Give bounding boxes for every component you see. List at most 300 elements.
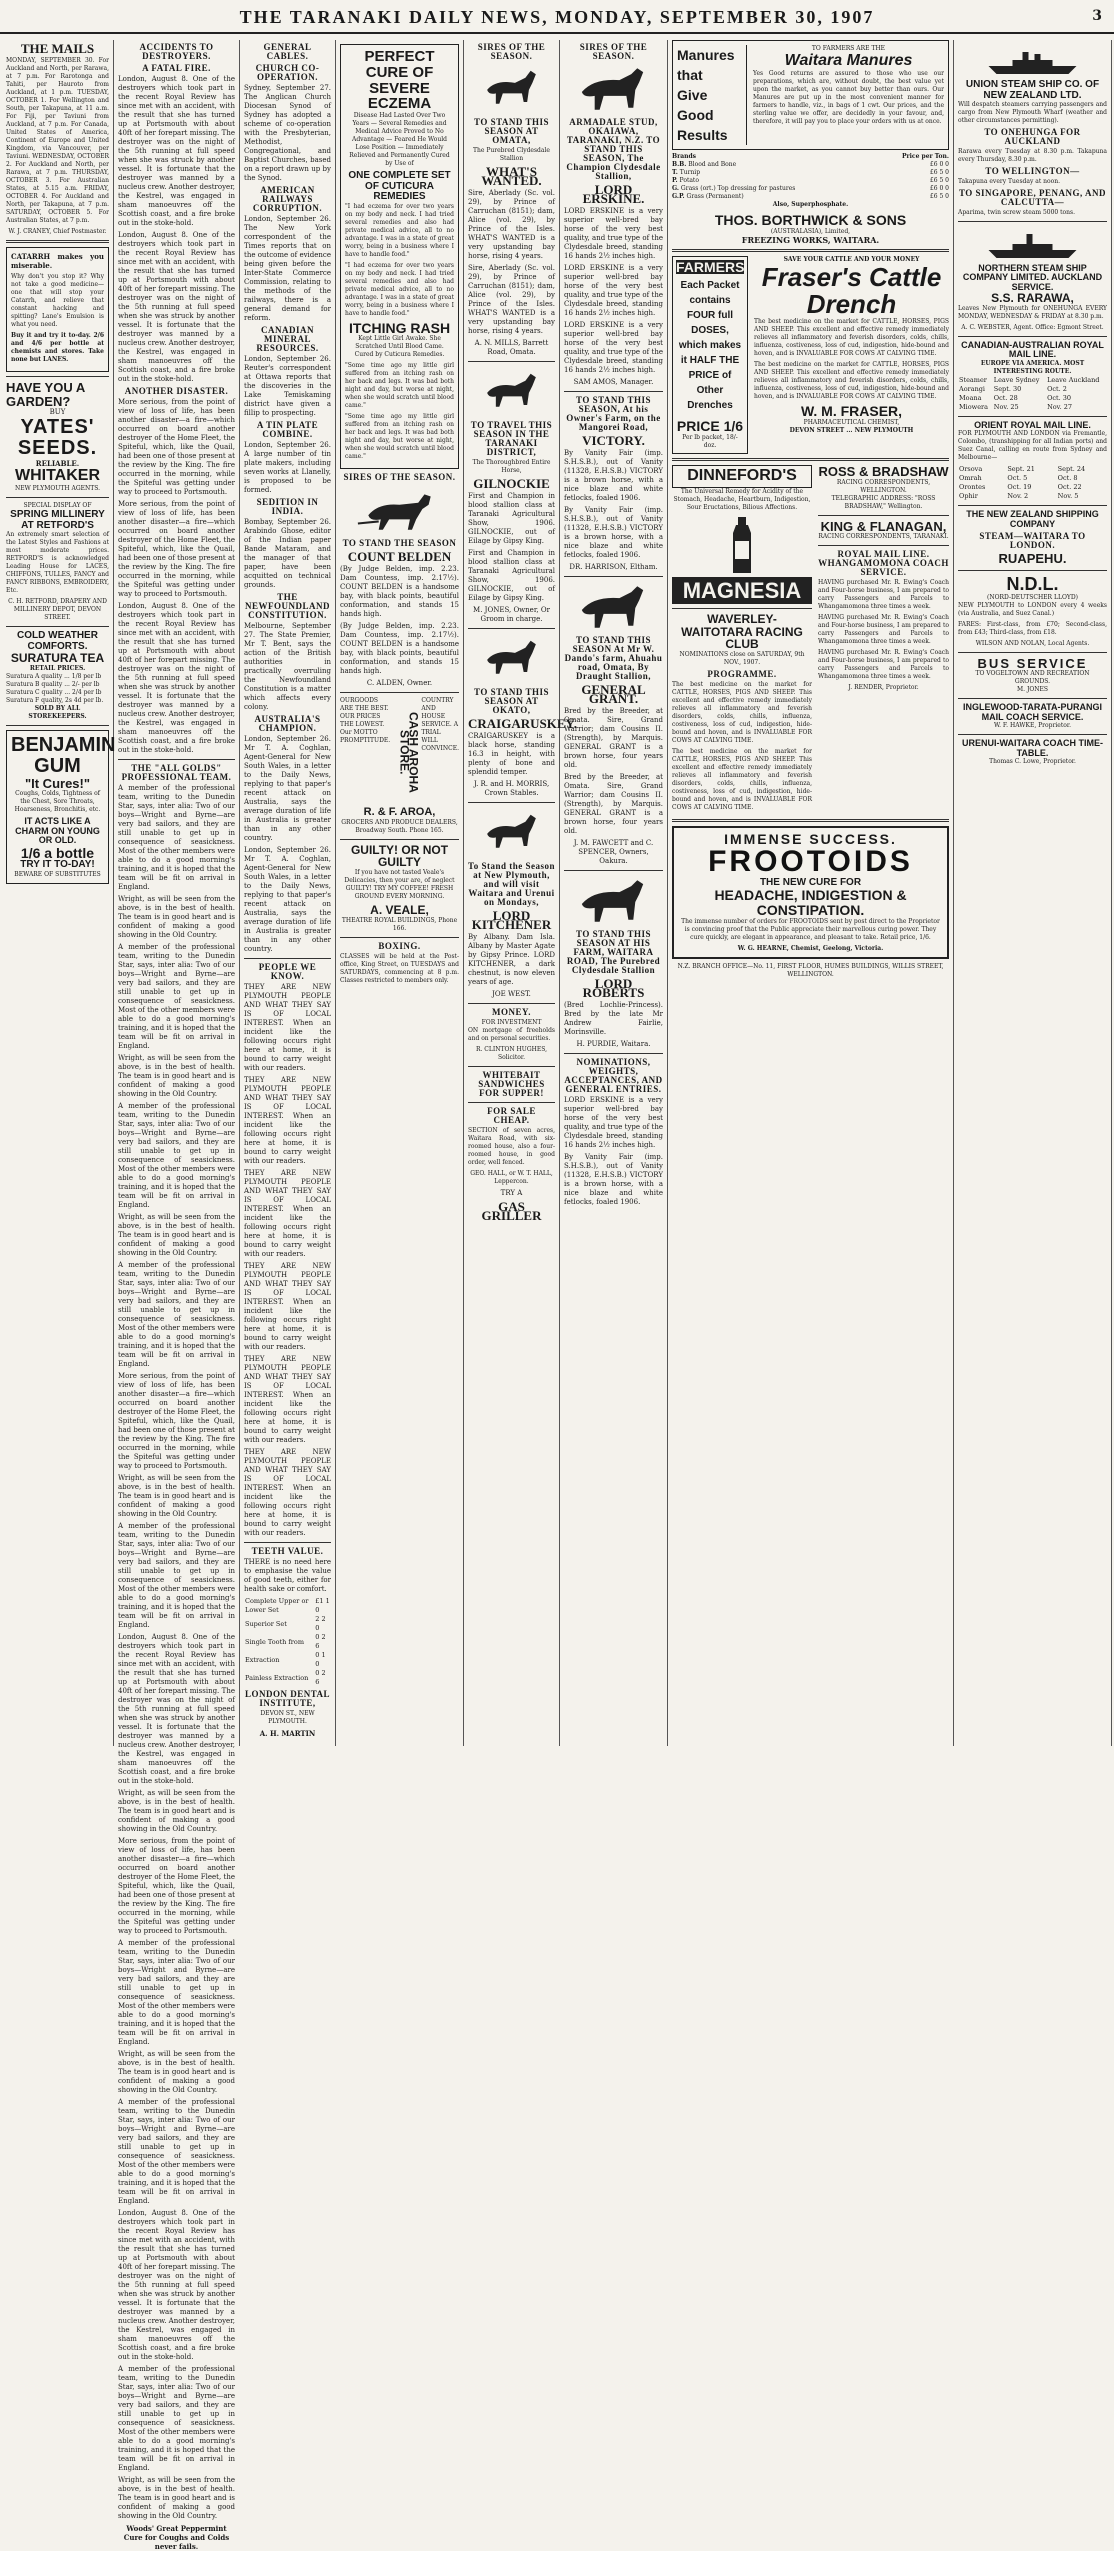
stand-heading: TO STAND THIS SEASON AT OKATO, [473,687,550,715]
article-text: Wright, as will be seen from the above, is in the best of health. The team is in good heart and is confident of making a good showing in the Old Country. [118,2476,235,2520]
ndl-text: NEW PLYMOUTH to LONDON every 4 weeks (via Australia, and Suez Canal.) [958,601,1107,617]
table-row: Moana Oct. 28 Oct. 30 [959,393,1072,402]
buy-label: BUY [49,408,66,417]
brand-row: T. Turnip £6 5 0 [672,169,949,176]
suratura-tea: SURATURA TEA [10,651,105,666]
stand-heading: ARMADALE STUD, OKAIAWA, TARANAKI, N.Z. TO STAND THIS SEASON, The Champion Clydesdale Stallion, [566,117,661,181]
aroa-name: R. & F. AROA, [363,806,436,819]
dinneford-text: The Universal Remedy for Acidity of the Stomach, Headache, Heartburn, Indigestion, Sour Eructations, Bilious Affections. [673,487,811,511]
branch-office: N.Z. BRANCH OFFICE—No. 11, FIRST FLOOR, HUMES BUILDINGS, WILLIS STREET, WELLINGTON. [677,962,944,978]
article-subheading: ANOTHER DISASTER. [124,386,229,396]
mails-heading: THE MAILS [20,41,95,56]
brand-row: P. Potato £6 5 0 [672,177,949,184]
retail-heading: RETAIL PRICES. [29,664,86,672]
hearne: W. G. HEARNE, Chemist, Geelong, Victoria. [737,944,884,952]
programme-heading: PROGRAMME. [707,668,777,679]
cash-store-title: CASH AROHA STORE. [397,711,421,793]
article-text: A member of the professional team, writing to the Dunedin Star, says, inter alia: Two of our boys—Wright and Byrne—are very bad sailors, and they are still unable to get up in consequence of seasickness. Most of the other members were able to do a good morning's training, and it is hoped that the team will be fit on arrival in England. [118,943,235,1050]
money-sub: FOR INVESTMENT [481,1019,542,1026]
itching-text: "Some time ago my little girl suffered from an itching rash on her back and legs. It was bad both night and day, but worse at night, when she would scratch until blood came." [345,413,454,461]
horse-name: CRAIGARUSKEY. [468,716,577,731]
urenui-coach: URENUI-WAITARA COACH TIME-TABLE. [962,738,1103,758]
article-subheading: CANADIAN MINERAL RESOURCES. [256,325,319,353]
money-text: ON mortgage of freeholds and on personal securities. [468,1027,555,1042]
boxing-text: CLASSES will be held at the Post-office, King Street, on TUESDAYS and SATURDAYS, commencing at 8 p.m. Classes restricted to members only. [340,952,459,984]
horse-owner: DR. HARRISON, Eltham. [569,563,658,571]
king-flanagan: KING & FLANAGAN, [820,518,947,534]
drench-text: The best medicine on the market for CATTLE, HORSES, PIGS AND SHEEP. This excellent and effective remedy immediately relieves all inflammatory and feverish disorders, colds, chills, influenza, costiveness, loss of cud, indigestion, hide-bound and hoven, and is INVALUABLE FOR COWS AT CALVING TIME. [754,361,949,401]
rarawa: S.S. RARAWA, [991,291,1074,306]
column-6 [560,40,668,1746]
bus-sub: TO VOGELTOWN AND RECREATION GROUNDS. [975,670,1090,686]
catarrh-text: Why don't you stop it? Why not take a good medicine—one that will stop your Catarrh, and relieve that constant hacking and spitting? Lane's Emulsion is what you need. [11,273,104,328]
article-text: A member of the professional team, writing to the Dunedin Star, says, inter alia: Two of our boys—Wright and Byrne—are very bad sailors, and they are still unable to get up in consequence of seasickness. Most of the other members were able to do a good morning's training, and it is hoped that the team will be fit on arrival in England. [118,2098,235,2205]
dinneford-ad [672,465,812,815]
postmaster: W. J. CRANEY, Chief Postmaster. [8,228,107,235]
horse-owner: J. R. and H. MORRIS, Crown Stables. [473,780,550,797]
horse-name: LORD ROBERTS [582,976,645,1000]
fraser-drench-title: Fraser's Cattle Drench [761,261,942,319]
horse-owner: C. ALDEN, Owner. [366,679,433,688]
horse-owner: M. JONES, Owner, Or Groom in charge. [473,606,550,623]
for-sale-text: SECTION of seven acres, Waitara Road, with six-roomed house, also a four-roomed house, in good order, well fenced. [468,1127,555,1166]
sires-heading: SIRES OF THE SEASON. [477,42,546,61]
whitebait-heading: WHITEBAIT SANDWICHES FOR SUPPER! [478,1070,545,1098]
frootoids-text: The immense number of orders for FROOTOIDS sent by post direct to the Proprietor is convincing proof that the Public appreciate their marvellous curing power. They cure quickly, are elegant in appearance, and pleasant to take. Retail price, 1/6. [681,917,940,941]
horse-owner: H. PURDIE, Waitara. [576,1040,651,1048]
retail-row: Suratura B quality ... 2/- per lb [6,680,100,688]
article-text: London, September 26. Mr T. A. Coghlan, Agent-General for New South Wales, in a letter to the Daily News, replying to that paper's recent attack on Australia, says the average duration of life in Australia is greater than in any other country. [244,846,331,953]
horse-name: COUNT BELDEN [347,549,452,565]
horse-text: (Bred Lochlie-Princess). Bred by the late Mr Andrew Fairlie, Morinsville. [564,1001,663,1036]
waverley-racing: WAVERLEY-WAITOTARA RACING CLUB [681,611,803,652]
brands-header: Brands Price per Ton. [672,153,949,160]
article-text: A member of the professional team, writing to the Dunedin Star, says, inter alia: Two of our boys—Wright and Byrne—are very bad sailors, and they are still unable to get up in consequence of seasickness. Most of the other members were able to do a good morning's training, and it is hoped that the team will be fit on arrival in England. [118,1522,235,1629]
article-subheading: SEDITION IN INDIA. [256,497,319,516]
ross-bradshaw: ROSS & BRADSHAW [818,464,949,480]
article-text: More serious, from the point of view of loss of life, has been another disaster—a fire—which occurred on board another destroyer of the Home Fleet, the Spiteful, which, like the Quail, had been one of those present at the review by the King. The fire occurred in the morning, while the Spiteful was getting under way to proceed to Portsmouth. [118,1372,235,1470]
stand-heading: TO STAND THIS SEASON AT OMATA, [473,117,550,145]
rarawa-text: Leaves New Plymouth for ONEHUNGA EVERY MONDAY, WEDNESDAY & FRIDAY at 8.30 p.m. [958,304,1107,320]
programme-text: The best medicine on the market for CATTLE, HORSES, PIGS AND SHEEP. This excellent and effective remedy immediately relieves all inflammatory and feverish disorders, colds, chills, influenza, costiveness, loss of cud, indigestion, hide-bound and hoven, and is INVALUABLE FOR COWS AT CALVING TIME. [672,747,812,811]
manures-word: that [677,67,703,83]
drench-right [754,256,949,454]
article-text: London, August 8. One of the destroyers which took part in the recent Royal Review has since met with an accident, with the result that she has turned up at Portsmouth with about 40ft of her forepart missing. The destroyer was on the night of the 5th running at full speed when she was struck by another vessel. It is fortunate that the destroyer was manned by a nucleus crew. Another destroyer, the Kestrel, was engaged in sham manoeuvres off the Scottish coast, and a fire broke out in the stoke-hold. [118,602,235,754]
stand-sub: The Purebred Clydesdale Stallion [473,147,550,162]
brand-row: G.P. Grass (Permanent) £6 5 0 [672,193,949,200]
farmers-label: FARMERS [676,258,745,275]
drench-text: The best medicine on the market for CATTLE, HORSES, PIGS AND SHEEP. This excellent and effective remedy immediately relieves all inflammatory and feverish disorders, colds, chills, influenza, costiveness, loss of cud, indigestion, hide-bound and hoven, and is INVALUABLE FOR COWS AT CALVING TIME. [754,318,949,358]
gas-griller: GAS GRILLER [481,1199,542,1223]
eczema-text: "I had eczema for over two years on my body and neck. I had tried several remedies and also had private medical advice, all to no advantage. I was in a state of great worry, being in a business where I have to handle food." [345,202,454,258]
retail-row: Suratura F quality, 2s 4d per lb. [6,696,104,704]
cuticura-ad [340,44,459,469]
horse-text: Sire, Aberlady (Sc. vol. 29), by Prince of Carruchan (8151); dam, Alice (vol. 29), by Prince of the Isles. WHAT'S WANTED is a very upstanding bay horse, rising 4 years. [468,264,555,335]
magnesia: MAGNESIA [672,577,812,604]
orient-line: ORIENT ROYAL MAIL LINE. [974,419,1091,430]
for-sale-sign: GEO. HALL, or W. T. HALL, Leppercon. [470,1170,553,1185]
ruapehu: RUAPEHU. [998,551,1067,567]
horse-text: Bred by the Breeder, at Omata. Sire, Grand Warrior; dam Cousins II. (Strength), by Marquis. GENERAL GRANT is a brown horse, four years old. [564,773,663,835]
reliable: RELIABLE. [35,459,80,469]
waitara-manures: Waitara Manures [784,52,913,69]
column-3 [240,40,336,1746]
route-text: Takapuna every Tuesday at noon. [958,178,1061,185]
trotting-horse-icon [340,484,459,536]
horse-text: CRAIGARUSKEY is a black horse, standing 16.3 in height, with plenty of bone and splendid temper. [468,732,555,776]
immense-success: IMMENSE SUCCESS. [724,830,897,847]
stand-heading: TO STAND THIS SEASON AT HIS FARM, WAITARA ROAD, The Purebred Clydesdale Stallion [566,929,661,975]
steamship-icon [958,226,1107,262]
table-row: Orsova Sept. 21 Sept. 24 [959,465,1086,474]
horse-text: Sire, Aberlady (Sc. vol. 29), by Prince of Carruchan (8151); dam, Alice (vol. 29), by Prince of the Isles. WHAT'S WANTED is a very upstanding bay horse, rising 4 years. [468,189,555,260]
freezing-works: FREEZING WORKS, WAITARA. [741,234,880,245]
horse-owner: A. N. MILLS, Barrett Road, Omata. [474,339,549,356]
canadian-line: CANADIAN-AUSTRALIAN ROYAL MAIL LINE. [961,339,1104,360]
article-text: Wright, as will be seen from the above, is in the best of health. The team is in good heart and is confident of making a good showing in the Old Country. [118,1789,235,1833]
brand-row: B.B. Blood and Bone £6 0 0 [672,161,949,168]
for-sale-heading: FOR SALE CHEAP. [487,1106,536,1125]
masthead [0,0,1114,34]
each-packet: Each Packet contains FOUR full DOSES, which makes it HALF THE PRICE of Other Drenches [678,280,742,412]
retail-row: Suratura C quality ... 2/4 per lb [6,688,102,696]
retail-row: Suratura A quality ... 1/8 per lb [6,672,102,680]
stand-heading: TO STAND THIS SEASON, At his Owner's Farm, on the Mangorei Road, [566,395,661,432]
medicine-bottle-icon [727,515,757,575]
teeth-price-table [244,1597,331,1687]
programme-text: The best medicine on the market for CATTLE, HORSES, PIGS AND SHEEP. This excellent and effective remedy immediately relieves all inflammatory and feverish disorders, colds, chills, influenza, costiveness, loss of cud, indigestion, hide-bound and hoven, and is INVALUABLE FOR COWS AT CALVING TIME. [672,680,812,744]
waitara-text: Yes Good returns are assured to those who use our preparations, which are, without doubt, the best value yet upon the market, as you cannot buy better than ours. Our Manures are put up in the most convenient manner for farmers to handle, viz., in bags of 1 cwt. Our prices, and the sterling value we offer, are decidedly in your favour, and, therefore, it will pay you to place your orders with us at once. [753,69,944,125]
horse-text: By Vanity Fair (imp. S.H.S.B.), out of Vanity (11328, E.H.S.B.) VICTORY is a brown horse, with a nice blaze and white fetlocks, foaled 1906. [564,1153,663,1206]
table-row: Omrah Oct. 5 Oct. 8 [959,474,1078,483]
itching-sub: Kept Little Girl Awake. She Scratched Until Blood Came. Cured by Cuticura Remedies. [354,335,445,359]
column-8 [954,40,1112,1746]
sires-heading: SIRES OF THE SEASON. [579,42,648,61]
stand-sub: The Thoroughbred Entire Horse, [472,459,551,474]
route-text: Aparima, twin screw steam 5000 tons. [958,209,1076,216]
eczema-subhead: Disease Had Lasted Over Two Years — Several Remedies and Medical Advice Proved to No Advantage — Feared He Would Lose Position — Immediately Relieved and Permanently Cured by Use of [349,112,450,167]
article-text: A member of the professional team, writing to the Dunedin Star, says, inter alia: Two of our boys—Wright and Byrne—are very bad sailors, and they are still unable to get up in consequence of seasickness. Most of the other members were able to do a good morning's training, and it is hoped that the team will be fit on arrival in England. [118,1261,235,1368]
column-1 [2,40,114,1746]
manures-word: Results [677,127,728,143]
article-text: London, August 8. One of the destroyers which took part in the recent Royal Review has since met with an accident, with the result that she has turned up at Portsmouth with about 40ft of her forepart missing. The destroyer was on the night of the 5th running at full speed when she was struck by another vessel. It is fortunate that the destroyer was manned by a nucleus crew. Another destroyer, the Kestrel, was engaged in sham manoeuvres off the Scottish coast, and a fire broke out in the stoke-hold. [118,231,235,383]
article-text: THEY ARE NEW PLYMOUTH PEOPLE AND WHAT THEY SAY IS OF LOCAL INTEREST. When an incident like the following occurs right here at home, it is bound to carry weight with our readers. [244,1262,331,1351]
acts-like-charm: IT ACTS LIKE A CHARM ON YOUNG OR OLD. [15,816,100,846]
horse-name: LORD KITCHENER [471,908,552,932]
horse-text: LORD ERSKINE is a very superior well-bred bay horse of the very best quality, and true type of the Clydesdale breed, standing 16 hands 2½ inches high. [564,264,663,317]
article-heading: ACCIDENTS TO DESTROYERS. [139,42,214,61]
sold-by: SOLD BY ALL STOREKEEPERS. [28,704,87,720]
article-text: Wright, as will be seen from the above, is in the best of health. The team is in good heart and is confident of making a good showing in the Old Country. [118,1213,235,1257]
devon-np: DEVON STREET ... NEW PLYMOUTH [789,426,914,434]
table-row: Extraction 0 1 0 [245,1651,326,1668]
article-subheading: A TIN PLATE COMBINE. [256,420,319,439]
article-text: THEY ARE NEW PLYMOUTH PEOPLE AND WHAT THEY SAY IS OF LOCAL INTEREST. When an incident like the following occurs right here at home, it is bound to carry weight with our readers. [244,1169,331,1258]
teeth-text: THERE is no need here to emphasise the value of good teeth, either for health sake or comfort. [244,1558,331,1593]
guilty-headline: GUILTY! OR NOT GUILTY [350,842,449,870]
lowe: Thomas C. Lowe, Proprietor. [989,758,1076,766]
spring-text: An extremely smart selection of the Latest Styles and Fashions at most moderate prices. RETFORD'S is acknowledged Leading House for LACES, CHIFFONS, TULLES, FANCY and FANCY RIBBONS, EMBROIDERY, Etc. [6,531,109,595]
king-sub: RACING CORRESPONDENTS, TARANAKI. [818,533,949,541]
cash-store-left: OURGOODS ARE THE BEST. OUR PRICES THE LOWEST. Our MOTTO PROMPTITUDE. [340,697,391,745]
manures-word: Good [677,107,714,123]
union-text: Will despatch steamers carrying passengers and cargo from New Plymouth Wharf (weather and other circumstances permitting). [958,101,1107,124]
table-row: Painless Extraction 0 2 6 [245,1669,326,1686]
borthwick: THOS. BORTHWICK & SONS [714,212,907,228]
whitaker: WHITAKER [14,467,101,485]
article-subheading: THE NEWFOUNDLAND CONSTITUTION. [244,592,330,620]
london-dental: LONDON DENTAL INSTITUTE, [244,1689,331,1708]
article-text: THEY ARE NEW PLYMOUTH PEOPLE AND WHAT THEY SAY IS OF LOCAL INTEREST. When an incident like the following occurs right here at home, it is bound to carry weight with our readers. [244,1448,331,1537]
column-2 [114,40,240,2551]
nominations-heading: NOMINATIONS, WEIGHTS, ACCEPTANCES, AND GENERAL ENTRIES. [564,1057,663,1094]
column-5 [464,40,577,1746]
hawke: W. F. HAWKE, Proprietor. [994,722,1071,730]
article-heading: THE "ALL GOLDS" PROFESSIONAL TEAM. [121,763,232,782]
royal-mail-text: HAVING purchased Mr. R. Ewing's Coach and Four-horse business, I am prepared to carry Passengers and Parcels to Whangamomona three times a week. [818,579,949,611]
article-subheading: A FATAL FIRE. [142,63,211,73]
stand-heading: To Stand the Season at New Plymouth, and will visit Waitara and Urenui on Mondays, [468,861,555,907]
veale-text: If you have not tasted Veale's Delicacies, then your are, of neglect GUILTY! TRY MY COFFEE! FRESH GROUND EVERY MORNING. [344,868,455,900]
article-text: London, September 26. Mr T. A. Coghlan, Agent-General for New South Wales, in a letter to the Daily News, replying to that paper's recent attack on Australia, says the average duration of life in Australia is greater than in any other country. [244,735,331,842]
horse-text: First and Champion in blood stallion class at Taranaki Agricultural Show, 1906. GILNOCKIE, out of Eilage by Gipsy King. [468,492,555,545]
boxing-heading: BOXING. [378,940,421,951]
have-you-garden: HAVE YOU A GARDEN? [6,380,85,409]
europe-line: EUROPE VIA AMERICA. MOST INTERESTING ROUTE. [980,359,1085,375]
price-bottle: 1/6 a bottle [20,844,95,861]
article-text: A member of the professional team, writing to the Dunedin Star, says, inter alia: Two of our boys—Wright and Byrne—are very bad sailors, and they are still unable to get up in consequence of seasickness. Most of the other members were able to do a good morning's training, and it is hoped that the team will be fit on arrival in England. [118,1939,235,2046]
horse-text: LORD ERSKINE is a very superior well-bred bay horse of the very best quality, and true type of the Clydesdale breed, standing 16 hands 2½ inches high. [564,207,663,260]
cures-text: Coughs, Colds, Tightness of the Chest, Sore Throats, Hoarseness, Bronchitis, etc. [14,790,101,814]
stand-heading: TO STAND THE SEASON [342,538,457,549]
horse-owner: JOE WEST. [492,990,531,998]
racing-ads [818,465,949,815]
article-subheading: AMERICAN RAILWAYS CORRUPTION. [252,185,323,213]
column-7 [668,40,954,1746]
article-text: London, September 26. The New York correspondent of the Times reports that on the outcome of evidence being given before the Inter-State Commerce Commission, relating to the methods of the railways, there is a general demand for reform. [244,215,331,322]
frootoids-ad [672,826,949,959]
stand-heading: TO TRAVEL THIS SEASON IN THE TARANAKI DISTRICT, [470,420,553,457]
horse-owner: J. M. FAWCETT and C. SPENCER, Owners, Oakura. [573,839,654,865]
ndl-sub: (NORD-DEUTSCHER LLOYD) [987,593,1078,601]
canadian-table [958,376,1107,412]
stand-heading: TO STAND THIS SEASON At Mr W. Dando's farm, Ahuahu road, Omata, By Draught Stallion, [564,635,663,681]
horse-name: LORD ERSKINE. [582,182,645,206]
article-text: Bombay, September 26. Arabindo Ghose, editor of the Indian paper Bande Mataram, and the manager of that paper, have been acquitted on technical grounds. [244,518,331,589]
horse-text: First and Champion in blood stallion class at Taranaki Agricultural Show, 1906. GILNOCKIE, out of Eilage by Gipsy King. [468,549,555,602]
ndl: N.D.L. [1006,573,1059,594]
draught-horse-icon [564,63,663,115]
article-text: More serious, from the point of view of loss of life, has been another disaster—a fire—which occurred on board another destroyer of the Home Fleet, the Spiteful, which, like the Quail, had been one of those present at the review by the King. The fire occurred in the morning, while the Spiteful was getting under way to proceed to Portsmouth. [118,500,235,598]
mails-text: MONDAY, SEPTEMBER 30. For Auckland and North, per Rarawa, at 7 p.m. For Rarotonga and Tahiti, per Hauroto from Auckland, at 1 p.m. TUESDAY, OCTOBER 1. For Wellington and South, per Takapuna, at 11 a.m. For Fiji, per Taviuni from Auckland, at 7 p.m. For Canada, United States of America, Continent of Europe and United Kingdom, via Vancouver, per Taviuni. WEDNESDAY, OCTOBER 2. For Auckland and North, per Rarawa, at 7 p.m. THURSDAY, OCTOBER 3. For Australian States, at 5.15 a.m. FRIDAY, OCTOBER 4. For Auckland and North, per Takapuna, at 7 p.m. SATURDAY, OCTOBER 5. For Australian States, at 7 p.m. [6,57,109,224]
article-text: Wright, as will be seen from the above, is in the best of health. The team is in good heart and is confident of making a good showing in the Old Country. [118,2050,235,2094]
nz-shipping: THE NEW ZEALAND SHIPPING COMPANY [966,509,1099,529]
fares: FARES: First-class, from £70; Second-class, from £43; Third-class, from £18. [958,620,1107,636]
article-text: Wright, as will be seen from the above, is in the best of health. The team is in good heart and is confident of making a good showing in the Old Country. [118,895,235,939]
wilson-nolan: WILSON AND NOLAN, Local Agents. [975,639,1090,647]
horse-text: LORD ERSKINE is a very superior well-bred bay horse of the very best quality, and true type of the Clydesdale breed, standing 16 hands 2½ inches high. [564,1096,663,1149]
fraser-drench-ad [672,256,949,454]
horse-icon [468,633,555,685]
itching-rash: ITCHING RASH [348,319,451,336]
drench-left [672,256,748,454]
waitara-pre: TO FARMERS ARE THE [811,45,886,52]
dental-address: DEVON ST., NEW PLYMOUTH. [260,1710,315,1725]
eczema-headline: PERFECT CURE OF SEVERE ECZEMA [364,48,435,113]
frootoids-title: FROOTOIDS [708,845,913,879]
royal-mail-text: HAVING purchased Mr. R. Ewing's Coach and Four-horse business, I am prepared to carry Passengers and Parcels to Whangamomona three times a week. [818,614,949,646]
article-subheading: CHURCH CO-OPERATION. [255,63,320,82]
northern-steam: NORTHERN STEAM SHIP COMPANY LIMITED. AUCKLAND SERVICE. [962,263,1103,292]
also-super: Also, Superphosphate. [772,201,849,208]
route-text: Rarawa every Tuesday at 8.30 p.m. Takapuna every Thursday, 8.30 p.m. [958,148,1107,163]
dentist-name: A. H. MARTIN [259,1729,316,1738]
draught-horse-icon [564,581,663,633]
dinneford-name: DINNEFORD'S [672,465,812,488]
article-text: Wright, as will be seen from the above, is in the best of health. The team is in good heart and is confident of making a good showing in the Old Country. [118,1054,235,1098]
horse-text: (By Judge Belden, imp. 2.23. Dam Countess, imp. 2.17½). COUNT BELDEN is a handsome bay, with black points, beautiful conformation, and stands 15 hands high. [340,622,459,676]
ross-text: TELEGRAPHIC ADDRESS: "ROSS BRADSHAW," Wellington. [831,494,936,510]
teeth-heading: TEETH VALUE. [251,1546,324,1556]
article-text: Melbourne, September 27. The State Premier, Mr T. Bent, says the action of the British authorities in practically overruling the Newfoundland Constitution is a matter which affects every colony. [244,622,331,711]
fraser-name: W. M. FRASER, [800,403,903,420]
horse-text: By Vanity Fair (imp. S.H.S.B.), out of Vanity (11328, E.H.S.B.) VICTORY is a brown horse, with a nice blaze and white fetlocks, foaled 1906. [564,449,663,502]
catarrh-footer: Buy it and try it to-day. 2/6 and 4/6 per bottle at chemists and stores. Take none but LANES. [11,332,104,363]
horse-name: WHAT'S WANTED. [481,164,542,188]
waverley-text: NOMINATIONS close on SATURDAY, 9th NOV., 1907. [679,650,805,666]
article-text: Wright, as will be seen from the above, is in the best of health. The team is in good heart and is confident of making a good showing in the Old Country. [118,1474,235,1518]
horse-name: VICTORY. [582,433,645,448]
article-text: THEY ARE NEW PLYMOUTH PEOPLE AND WHAT THEY SAY IS OF LOCAL INTEREST. When an incident like the following occurs right here at home, it is bound to carry weight with our readers. [244,1355,331,1444]
masthead-title: THE TARANAKI DAILY NEWS, MONDAY, SEPTEMBER 30, 1907 [239,7,875,27]
sires-heading: SIRES OF THE SEASON. [343,472,456,483]
veale-address: THEATRE ROYAL BUILDINGS, Phone 166. [341,916,458,932]
drench-price-sub: Per lb packet, 18/- doz. [682,434,738,450]
special-display: SPECIAL DISPLAY OF [23,502,92,510]
horse-icon [468,366,555,418]
article-text: THEY ARE NEW PLYMOUTH PEOPLE AND WHAT THEY SAY IS OF LOCAL INTEREST. When an incident like the following occurs right here at home, it is bound to carry weight with our readers. [244,983,331,1072]
article-text: THEY ARE NEW PLYMOUTH PEOPLE AND WHAT THEY SAY IS OF LOCAL INTEREST. When an incident like the following occurs right here at home, it is bound to carry weight with our readers. [244,1076,331,1165]
catarrh-ad [6,247,109,372]
horse-icon [468,63,555,115]
union-steam: UNION STEAM SHIP CO. OF NEW ZEALAND LTD. [965,79,1100,101]
money-sign: R. CLINTON HUGHES, Solicitor. [475,1046,548,1061]
article-text: London, September 26. A large number of tin plate makers, including seven works at Llanelly, is proposed to be formed. [244,441,331,494]
it-cures: "It Cures!" [24,775,91,791]
route-heading: TO ONEHUNGA FOR AUCKLAND [984,127,1081,146]
table-row: Complete Upper or Lower Set £1 1 0 [245,1597,330,1614]
spring-millinery: SPRING MILLINERY AT RETFORD'S [10,509,105,531]
article-text: A member of the professional team, writing to the Dunedin Star, says, inter alia: Two of our boys—Wright and Byrne—are very bad sailors, and they are still unable to get up in consequence of seasickness. Most of the other members were able to do a good morning's training, and it is hoped that the team will be fit on arrival in England. [118,1102,235,1209]
horse-text: Bred by the Breeder, at Omata. Sire, Grand Warrior; dam Cousins II. (Strength), by Marquis. GENERAL GRANT is a brown horse, four years old. [564,707,663,769]
cold-weather: COLD WEATHER COMFORTS. [17,630,98,652]
royal-mail-heading: ROYAL MAIL LINE. WHANGAMOMONA COACH SERVICE. [818,549,949,578]
itching-text: "Some time ago my little girl suffered from an itching rash on her back and legs. It was bad both night and day, but worse at night, when she would scratch until blood came." [345,362,454,410]
column-4 [336,40,464,1746]
save-cattle: SAVE YOUR CATTLE AND YOUR MONEY [783,255,920,263]
drench-price: PRICE 1/6 [676,418,744,435]
money-heading: MONEY. [492,1007,531,1017]
page-number: 3 [1092,8,1102,24]
benjamin-gum-ad [6,730,116,884]
whitaker-sub: NEW PLYMOUTH AGENTS. [14,485,101,493]
article-text: More serious, from the point of view of loss of life, has been another disaster—a fire—which occurred on board another destroyer of the Home Fleet, the Spiteful, which, like the Quail, had been one of those present at the review by the King. The fire occurred in the morning, while the Spiteful was getting under way to proceed to Portsmouth. [118,1837,235,1935]
bus-sign: M. JONES [1016,686,1049,694]
brand-row: G. Grass (ort.) Top dressing for pastures £6 0 0 [672,185,949,192]
manures-right [753,45,944,145]
royal-mail-text: HAVING purchased Mr. R. Ewing's Coach and Four-horse business, I am prepared to carry Passengers and Parcels to Whangamomona three times a week. [818,649,949,681]
royal-mail-sign: J. RENDER, Proprietor. [848,684,919,692]
manures-left [677,45,747,145]
eczema-text: "I had eczema for over two years on my body and neck. I had tried several remedies and also had private medical advice, all to no advantage. I was in a state of great worry, being in a business where I have to handle food." [345,261,454,317]
table-row: Superior Set 2 2 0 [245,1615,326,1632]
chemist-label: PHARMACEUTICAL CHEMIST, [803,418,900,426]
waitara-steam: STEAM—WAITARA TO LONDON. [979,531,1086,551]
article-text: A member of the professional team, writing to the Dunedin Star, says, inter alia: Two of our boys—Wright and Byrne—are very bad sailors, and they are still unable to get up in consequence of seasickness. Most of the other members were able to do a good morning's training, and it is hoped that the team will be fit on arrival in England. [118,2365,235,2472]
article-text: Sydney, September 27. The Anglican Church Diocesan Synod of Sydney has adopted a scheme of co-operation with the Presbyterian, Methodist, Congregational, and Baptist Churches, based on a report drawn up by the Synod. [244,84,331,182]
cash-store-ad [340,697,459,807]
try-it: TRY IT TO-DAY! [20,859,95,871]
headache-line: HEADACHE, INDIGESTION & CONSTIPATION. [714,887,907,919]
orient-table [958,465,1107,501]
borthwick-sub: (AUSTRALASIA), Limited, [770,227,851,235]
horse-icon [468,807,555,859]
route-heading: TO WELLINGTON— [985,166,1080,176]
catarrh-heading: CATARRH makes you miserable. [11,252,104,270]
grocers: GROCERS AND PRODUCE DEALERS, Broadway South. Phone 165. [341,818,458,834]
benjamin-gum: BENJAMIN GUM [11,733,116,777]
webster: A. C. WEBSTER, Agent. Office: Egmont Street. [961,323,1104,331]
table-row: Orontes Oct. 19 Oct. 22 [959,483,1082,492]
waitara-manures-ad [672,40,949,150]
manures-word: Give [677,87,708,103]
article-text: A member of the professional team, writing to the Dunedin Star, says, inter alia: Two of our boys—Wright and Byrne—are very bad sailors, and they are still unable to get up in consequence of seasickness. Most of the other members were able to do a good morning's training, and it is hoped that the team will be fit on arrival in England. [118,784,235,891]
horse-text: By Albany. Dam Isla. Albany by Master Agate by Gipsy Prince. LORD KITCHENER, a dark chestnut, is now eleven years of age. [468,933,555,986]
bus-service: BUS SERVICE [977,655,1088,671]
article-subheading: AUSTRALIA'S CHAMPION. [254,714,321,733]
new-cure: THE NEW CURE FOR [759,876,862,888]
table-row: Miowera Nov. 25 Nov. 27 [959,402,1072,411]
manures-word: Manures [677,47,735,63]
cuticura-complete: ONE COMPLETE SET OF CUTICURA REMEDIES [348,170,451,202]
draught-horse-icon [564,875,663,927]
article-heading: PEOPLE WE KNOW. [258,962,317,981]
horse-text: LORD ERSKINE is a very superior well-bred bay horse of the very best quality, and true type of the Clydesdale breed, standing 16 hands 2½ inches high. [564,321,663,374]
ross-sub: RACING CORRESPONDENTS, WELLINGTON. [836,478,931,494]
woods-ad: Woods' Great Peppermint Cure for Coughs and Colds never fails. [123,2524,230,2551]
article-heading: GENERAL CABLES. [263,42,312,61]
horse-name: GENERAL GRANT. [581,682,646,706]
inglewood-coach: INGLEWOOD-TARATA-PURANGI MAIL COACH SERVICE. [963,702,1102,722]
lower-ads [672,465,949,815]
steamship-icon [958,42,1107,78]
horse-text: By Vanity Fair (imp. S.H.S.B.), out of Vanity (11328, E.H.S.B.) VICTORY is a brown horse, with a nice blaze and white fetlocks, foaled 1906. [564,506,663,559]
orient-text: FOR PLYMOUTH AND LONDON via Fremantle, Colombo, (transhipping for all Indian ports) and Suez Canal, calling en route from Sydney and Melbourne— [958,430,1107,462]
article-text: London, August 8. One of the destroyers which took part in the recent Royal Review has since met with an accident, with the result that she has turned up at Portsmouth with about 40ft of her forepart missing. The destroyer was on the night of the 5th running at full speed when she was struck by another vessel. It is fortunate that the destroyer was manned by a nucleus crew. Another destroyer, the Kestrel, was engaged in sham manoeuvres off the Scottish coast, and a fire broke out in the stoke-hold. [118,75,235,227]
try-a: TRY A [500,1189,523,1197]
yates-seeds: YATES' SEEDS. [17,416,98,460]
route-heading: TO SINGAPORE, PENANG, AND CALCUTTA— [958,188,1107,207]
table-row: Ophir Nov. 2 Nov. 5 [959,492,1079,501]
table-row: Steamer Leave Sydney Leave Auckland [959,375,1100,384]
horse-text: (By Judge Belden, imp. 2.23. Dam Countess, imp. 2.17½). COUNT BELDEN is a handsome bay, with black points, beautiful conformation, and stands 15 hands high. [340,565,459,619]
table-row: Aorangi Sept. 30 Oct. 2 [959,384,1067,393]
beware: BEWARE OF SUBSTITUTES [14,870,101,878]
cash-store-right: COUNTRY AND HOUSE SERVICE. A TRIAL WILL CONVINCE. [421,697,459,753]
horse-owner: SAM AMOS, Manager. [573,378,654,386]
horse-name: GILNOCKIE [473,476,550,491]
table-row: Single Tooth from 0 2 6 [245,1633,326,1650]
